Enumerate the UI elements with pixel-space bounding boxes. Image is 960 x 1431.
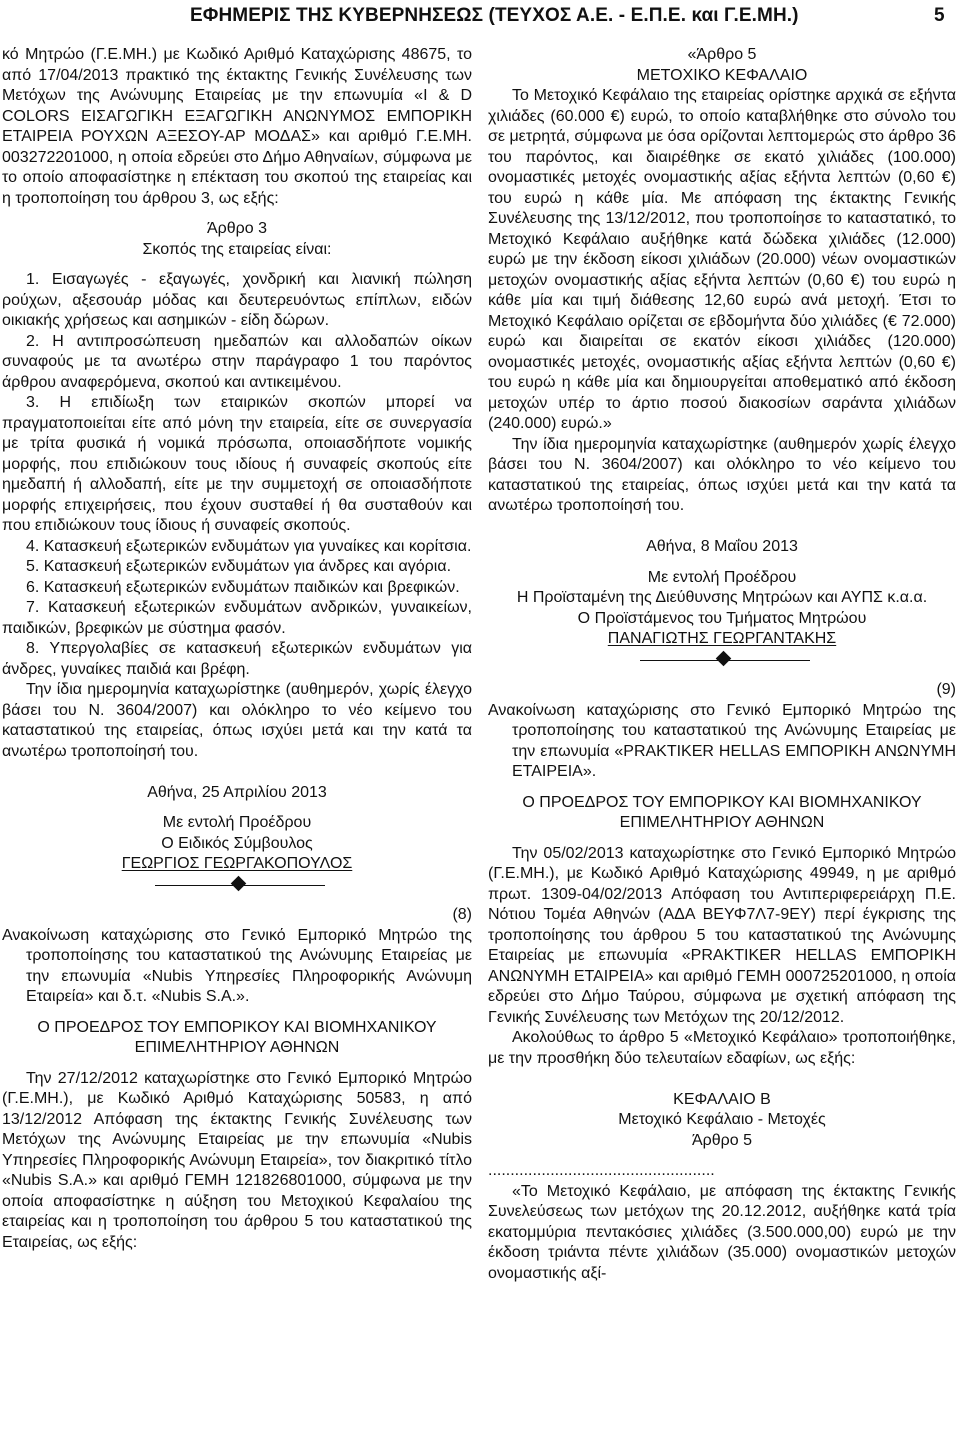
article-3-subtitle: Σκοπός της εταιρείας είναι: (142, 240, 332, 258)
list-item: 2. Η αντιπροσώπευση ημεδαπών και αλλοδαπών οίκων συναφούς με τα ανωτέρω στην παράγραφο 1 του παρόντος άρθρου αναφερόμενα, σκοπού και αντικειμένου. (2, 332, 472, 391)
final-text: «Το Μετοχικό Κεφάλαιο, με απόφαση της έκτακτης Γενικής Συνελεύσεως των μετόχων της 20.12.2012, αυξήθηκε κατά τρία εκατομμύρια πεντακόσιες χιλιάδες (3.500.000,00) ευρώ με την έκδοση τριάντα πέντε χιλιάδων (35.000) ονομαστικών μετοχών ονομαστικής αξί- (488, 1182, 956, 1282)
article-5-subtitle: ΜΕΤΟΧΙΚΟ ΚΕΦΑΛΑΙΟ (636, 66, 808, 84)
notice-title: Ανακοίνωση καταχώρισης στο Γενικό Εμπορικό Μητρώο της τροποποίησης του καταστατικού της Ανώνυμης Εταιρείας με την επωνυμία «PRAKTIKER HELLAS ΕΜΠΟΡΙΚΗ ΑΝΩΝΥΜΗ ΕΤΑΙΡΕΙΑ». (488, 701, 956, 780)
closing-paragraph: Την ίδια ημερομηνία καταχωρίστηκε (αυθημερόν χωρίς έλεγχο βάσει του Ν. 3604/2007) και ολόκληρο το νέο κείμενο του καταστατικού της εταιρείας, όπως ισχύει μετά και την κατά τα ανωτέρω τροποποίησή του. (488, 435, 956, 514)
section-separator (2, 875, 472, 896)
article-5-title: «Άρθρο 5 (687, 46, 757, 63)
article-5-body: Το Μετοχικό Κεφάλαιο της εταιρείας ορίστηκε αρχικά σε εξήντα χιλιάδες (60.000 €) ευρώ, το οποίο καταβλήθηκε στο σύνολο του σε μετρητά, σύμφωνα με όσα ορίζονται λεπτομερώς στο άρθρο 36 του παρόντος, και διαιρέθηκε σε εκατό χιλιάδες (100.000) ονομαστικές μετοχές ονομαστικής αξίας εξήντα λεπτών (0,60 €) του ευρώ η κάθε μία. Με απόφαση της έκτακτης Γενικής Συνέλευσης της 13/12/2012, που τροποποίησε το καταστατικό, το Μετοχικό Κεφάλαιο αυξήθηκε κατά δώδεκα χιλιάδες (12.000) ευρώ με την έκδοση είκοσι χιλιάδων (20.000) νέων ονομαστικών μετοχών ονομαστικής αξίας εξήντα λεπτών (0,60 €) του ευρώ η κάθε μία και τιμή διάθεσης 12,60 ευρώ ανά μετοχή. Έτσι το Μετοχικό Κεφάλαιο ορίζεται σε εβδομήντα δύο χιλιάδες (€ 72.000) ευρώ και διαιρείται σε εκατόν είκοσι χιλιάδες (120.000) ονομαστικές μετοχές, ονομαστικής αξίας εξήντα λεπτών (0,60 €) του ευρώ η κάθε μία και δημιουργείται αποθεματικό από έκδοση μετοχών υπέρ το άρτιο ποσού διακοσίων σαράντα χιλιάδων (240.000) ευρώ.» (488, 87, 956, 432)
chamber-line-1: Ο ΠΡΟΕΔΡΟΣ ΤΟΥ ΕΜΠΟΡΙΚΟΥ ΚΑΙ ΒΙΟΜΗΧΑΝΙΚΟΥ (37, 1018, 437, 1036)
list-item: 4. Κατασκευή εξωτερικών ενδυμάτων για γυναίκες και κορίτσια. (26, 537, 472, 555)
chapter-subtitle: Μετοχικό Κεφάλαιο - Μετοχές (618, 1111, 826, 1128)
sign-role-2: Ο Προϊστάμενος του Τμήματος Μητρώου (577, 609, 867, 627)
sign-place-date: Αθήνα, 25 Απριλίου 2013 (147, 783, 327, 801)
chamber-line-1: Ο ΠΡΟΕΔΡΟΣ ΤΟΥ ΕΜΠΟΡΙΚΟΥ ΚΑΙ ΒΙΟΜΗΧΑΝΙΚΟΥ (522, 793, 922, 811)
list-item: 8. Υπεργολαβίες σε κατασκευή εξωτερικών ενδυμάτων για άνδρες, γυναίκες παιδιά και βρέφη. (2, 640, 472, 678)
list-item: 3. Η επιδίωξη των εταιρικών σκοπών μπορεί να πραγματοποιείται είτε από μόνη την εταιρεία, είτε σε συνεργασία με τρίτα φυσικά ή νομικά πρόσωπα, οποιασδήποτε νομικής μορφής, που επιδιώκουν τους ιδίους ή συναφείς σκοπούς είτε ημεδαπή ή αλλοδαπή, είτε με την συμμετοχή σε οποιασδήποτε μορφής επιχειρήσεις, που έχουν συσταθεί ή θα συσταθούν και που επιδιώκουν τους ίδιους ή συναφείς σκοπούς. (2, 394, 472, 534)
section-separator (488, 650, 956, 671)
page-number: 5 (934, 5, 945, 26)
sign-role: Ο Ειδικός Σύμβουλος (161, 834, 313, 852)
list-item: 1. Εισαγωγές - εξαγωγές, χονδρική και λιανική πώληση ρούχων, αξεσουάρ μόδας και δευτερευόντως επίπλων, ειδών οικιακής χρήσεως και ασημικών - είδη δώρων. (2, 271, 472, 329)
notice-follow: Ακολούθως το άρθρο 5 «Μετοχικό Κεφάλαιο» τροποποιήθηκε, με την προσθήκη δύο τελευταίων εδαφίων, ως εξής: (488, 1029, 956, 1067)
diamond-icon (716, 650, 732, 666)
chapter-article: Άρθρο 5 (691, 1131, 753, 1149)
page-header (0, 0, 960, 40)
list-item: 5. Κατασκευή εξωτερικών ενδυμάτων για άνδρες και αγόρια. (26, 558, 452, 575)
right-column (488, 45, 956, 1284)
article-3-title: Άρθρο 3 (206, 220, 268, 237)
chamber-line-2: ΕΠΙΜΕΛΗΤΗΡΙΟΥ ΑΘΗΝΩΝ (134, 1039, 340, 1056)
chapter-title: ΚΕΦΑΛΑΙΟ Β (673, 1090, 771, 1108)
ellipsis-line: ................................................... (488, 1162, 715, 1179)
sign-order: Με εντολή Προέδρου (162, 814, 312, 831)
notice-body: Την 27/12/2012 καταχωρίστηκε στο Γενικό Εμπορικό Μητρώο (Γ.Ε.ΜΗ.), με Κωδικό Αριθμό Καταχώρισης 50583, η από 13/12/2012 Απόφαση της έκτακτης Γενικής Συνέλευσης των Μετόχων της Ανώνυμης Εταιρείας με την επωνυμία «Nubis Υπηρεσίες Πληροφορικής Ανώνυμη Εταιρεία», τον διακριτικό τίτλο «Nubis S.A.» και αριθμό ΓΕΜΗ 121826801000, σύμφωνα με την οποία αποφασίστηκε η αύξηση του Μετοχικού Κεφαλαίου της εταιρείας και η τροποποίηση του άρθρου 5 του καταστατικού της Εταιρείας, ως εξής: (2, 1069, 472, 1251)
notice-number: (8) (452, 906, 472, 923)
notice-body: Την 05/02/2013 καταχωρίστηκε στο Γενικό Εμπορικό Μητρώο (Γ.Ε.ΜΗ.), με Κωδικό Αριθμό Καταχώρισης 49949, η με αριθμό πρωτ. 1309-04/02/2013 Απόφαση του Αντιπεριφερειάρχη Π.Ε. Νότιου Τομέα Αθηνών (ΑΔΑ ΒΕΥΦ7Λ7-9ΕΥ) περί έγκρισης της τροποποίησης του άρθρου 5 του καταστατικού της Ανώνυμης Εταιρείας με επωνυμία «PRAKTIKER HELLAS ΕΜΠΟΡΙΚΗ ΑΝΩΝΥΜΗ ΕΤΑΙΡΕΙΑ» και αριθμό ΓΕΜΗ 000725201000, η οποία εδρεύει στο Δήμο Ταύρου, σύμφωνα με σχετική απόφαση της Γενικής Συνέλευσης των Μετόχων της 20/12/2012. (488, 844, 956, 1026)
notice-title: Ανακοίνωση καταχώρισης στο Γενικό Εμπορικό Μητρώο της τροποποίησης του καταστατικού της Ανώνυμης Εταιρείας με την επωνυμία «Nubis Υπηρεσίες Πληροφορικής Ανώνυμη Εταιρεία» και δ.τ. «Nubis S.A.». (2, 926, 472, 1005)
gazette-title: ΕΦΗΜΕΡΙΣ ΤΗΣ ΚΥΒΕΡΝΗΣΕΩΣ (ΤΕΥΧΟΣ Α.Ε. - Ε.Π.Ε. και Γ.Ε.ΜΗ.) (190, 5, 799, 26)
sign-name: ΠΑΝΑΓΙΩΤΗΣ ΓΕΩΡΓΑΝΤΑΚΗΣ (607, 630, 837, 647)
chamber-line-2: ΕΠΙΜΕΛΗΤΗΡΙΟΥ ΑΘΗΝΩΝ (619, 814, 825, 831)
sign-place-date: Αθήνα, 8 Μαΐου 2013 (646, 538, 798, 555)
list-item: 7. Κατασκευή εξωτερικών ενδυμάτων ανδρικών, γυναικείων, παιδικών, βρεφικών με σύστημα φασόν. (2, 599, 472, 637)
sign-role-1: Η Προϊσταμένη της Διεύθυνσης Μητρώων και ΑΥΠΣ κ.α.α. (516, 589, 928, 606)
sign-order: Με εντολή Προέδρου (647, 568, 797, 586)
intro-paragraph: κό Μητρώο (Γ.Ε.ΜΗ.) με Κωδικό Αριθμό Καταχώρισης 48675, το από 17/04/2013 πρακτικό της έκτακτης Γενικής Συνέλευσης των Μετόχων της Ανώνυμης Εταιρείας με την επωνυμία «I & D COLORS ΕΙΣΑΓΩΓΙΚΗ ΕΞΑΓΩΓΙΚΗ ΑΝΩΝΥΜΟΣ ΕΜΠΟΡΙΚΗ ΕΤΑΙΡΕΙΑ ΡΟΥΧΩΝ ΑΞΕΣΟΥ-ΑΡ ΜΟΔΑΣ» και αριθμό Γ.Ε.ΜΗ. 003272201000, η οποία εδρεύει στο Δήμο Αθηναίων, σύμφωνα με το οποίο αποφασίστηκε η επέκταση του σκοπού της εταιρείας και η τροποποίηση του άρθρου 3, ως εξής: (2, 46, 472, 207)
diamond-icon (231, 875, 247, 891)
notice-number: (9) (936, 681, 956, 698)
sign-name: ΓΕΩΡΓΙΟΣ ΓΕΩΡΓΑΚΟΠΟΥΛΟΣ (121, 855, 353, 872)
list-item: 6. Κατασκευή εξωτερικών ενδυμάτων παιδικών και βρεφικών. (26, 578, 460, 596)
closing-paragraph: Την ίδια ημερομηνία καταχωρίστηκε (αυθημερόν, χωρίς έλεγχο βάσει του Ν. 3604/2007) και ολόκληρο το νέο κείμενο του καταστατικού της εταιρείας, όπως ισχύει μετά και την κατά τα ανωτέρω τροποποίησή του. (2, 681, 472, 760)
left-column (2, 45, 472, 1253)
